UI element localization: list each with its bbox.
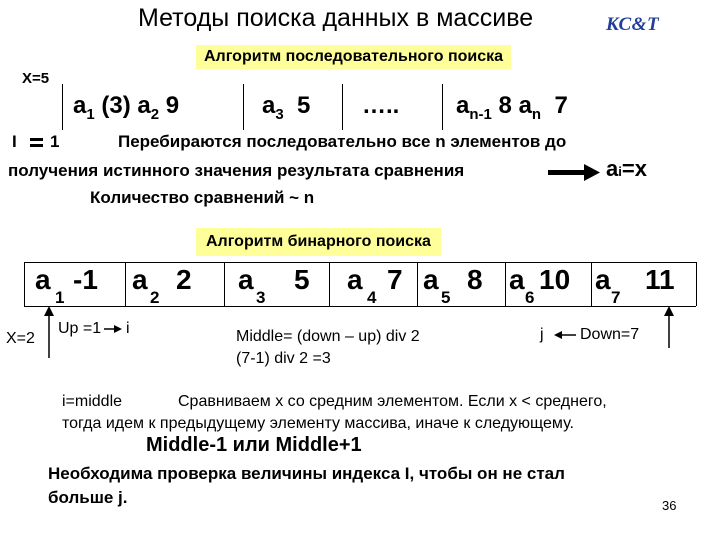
compare-line1: Сравниваем x со средним элементом. Если x < среднего, xyxy=(178,393,607,410)
array-cell: a 7 11 xyxy=(591,262,697,306)
check-line1: Необходима проверка величины индекса I, чтобы он не стал xyxy=(48,464,565,483)
array-cell: a 5 8 xyxy=(417,262,506,306)
compare-line2: тогда идем к предыдущему элементу массива, иначе к следующему. xyxy=(62,415,574,432)
i-label: i xyxy=(126,320,130,337)
page-number: 36 xyxy=(662,498,677,513)
array-cell: a 6 10 xyxy=(505,262,592,306)
result-expression: ai=x xyxy=(606,156,647,181)
logo: КС&Т xyxy=(606,14,660,35)
arrow-up-icon xyxy=(42,306,56,358)
sequential-header: Алгоритм последовательного поиска xyxy=(196,45,511,69)
array-cell: $a_{n-1}$ 8 $a_n$ 7 xyxy=(456,92,568,123)
x2-label: X=2 xyxy=(6,330,35,347)
up-label: Up =1 xyxy=(58,320,102,337)
down-label: Down=7 xyxy=(580,326,640,343)
middle-formula-line2: (7-1) div 2 =3 xyxy=(236,350,331,367)
check-line2: больше j. xyxy=(48,488,128,507)
array-cell: a 4 7 xyxy=(329,262,418,306)
array-cell: a 1 -1 xyxy=(24,262,126,306)
index-label: I xyxy=(12,132,17,151)
array-cell: a 2 2 xyxy=(124,262,225,306)
array-cell: $a_1$ (3) $a_2$ 9 xyxy=(62,84,244,130)
binary-header: Алгоритм бинарного поиска xyxy=(196,228,441,256)
arrow-up-right-icon xyxy=(662,306,676,348)
page-title: Методы поиска данных в массиве xyxy=(138,4,534,32)
middle-options: Middle-1 или Middle+1 xyxy=(146,434,362,456)
array-cell: ….. xyxy=(342,84,443,130)
i-middle-text: i=middle xyxy=(62,393,123,410)
array-cell: $a_3$ 5 xyxy=(242,84,343,130)
middle-formula-line1: Middle= (down – up) div 2 xyxy=(236,328,420,345)
x-label: X=5 xyxy=(22,70,50,87)
arrow-right-icon xyxy=(548,164,600,182)
array-cell: a 3 5 xyxy=(224,262,330,306)
comparisons-text: Количество сравнений ~ n xyxy=(90,188,315,207)
arrow-right-small-icon xyxy=(104,324,122,334)
sequential-text-line2: получения истинного значения результата сравнения xyxy=(8,161,465,180)
j-label: j xyxy=(540,326,544,343)
index-value: 1 xyxy=(50,132,60,151)
arrow-left-icon xyxy=(554,330,576,340)
equals-icon xyxy=(30,137,44,149)
sequential-text-line1: Перебираются последовательно все n элементов до xyxy=(118,132,567,151)
